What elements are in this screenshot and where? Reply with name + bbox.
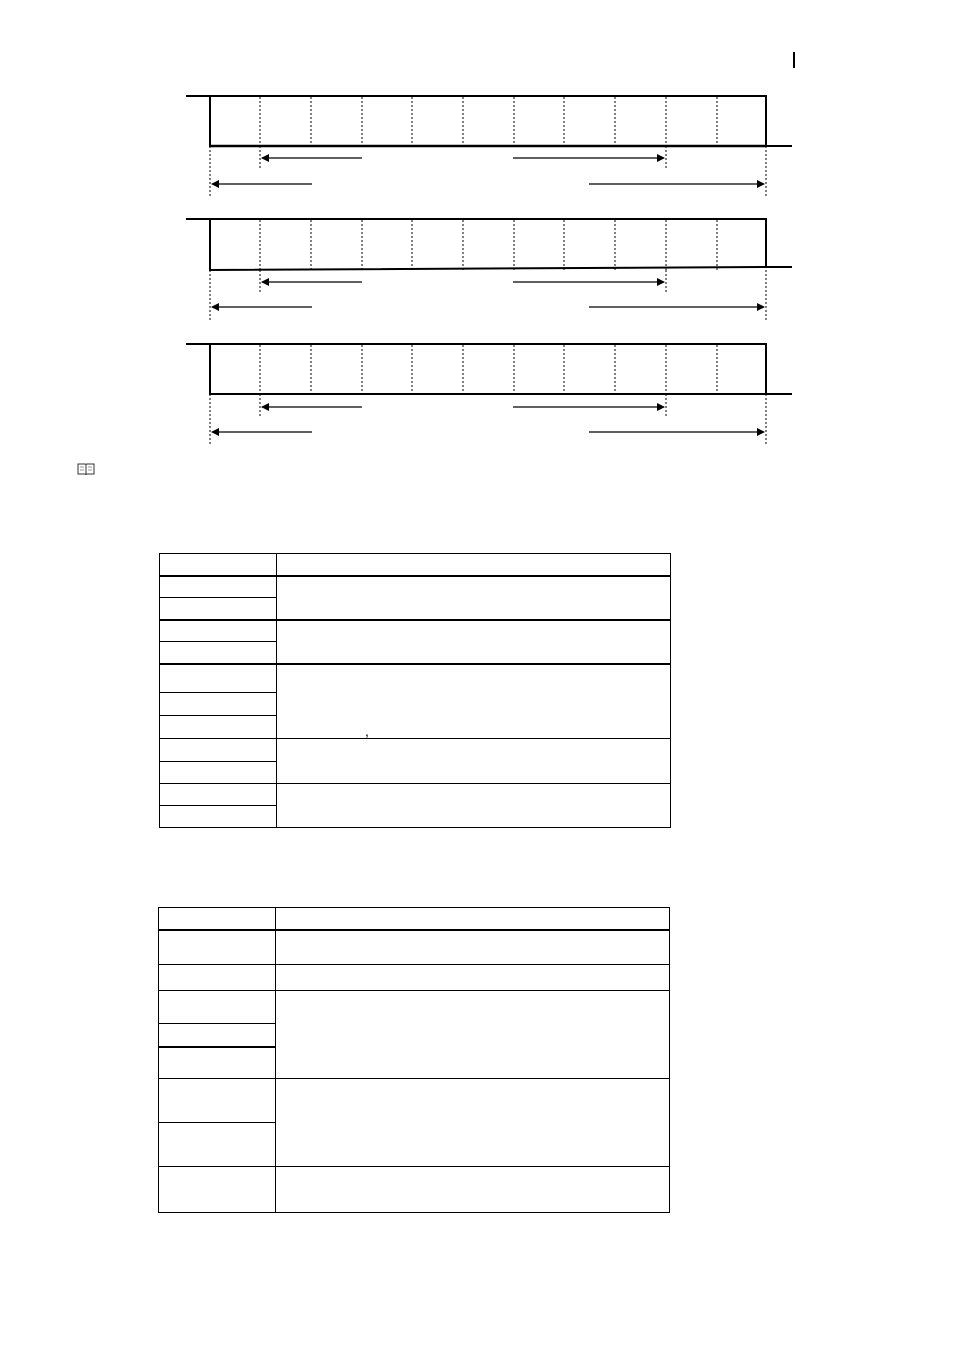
table-cell [160, 620, 277, 642]
table-cell [159, 1167, 276, 1213]
table-cell [276, 1167, 670, 1213]
table-row [160, 664, 671, 693]
parameter-table-1 [159, 553, 671, 828]
table-cell [159, 1047, 276, 1079]
book-icon [77, 462, 95, 476]
table-cell [160, 664, 277, 693]
table-cell [276, 908, 670, 930]
parameter-table-2 [158, 907, 670, 1213]
table-cell [159, 991, 276, 1024]
table-row [159, 1167, 670, 1213]
comma-mark: , [365, 723, 369, 739]
table-cell [160, 642, 277, 664]
table-cell [277, 664, 671, 739]
table-cell [160, 739, 277, 762]
table-cell [160, 806, 277, 828]
table-row [160, 576, 671, 598]
frame-diagram-2 [186, 219, 792, 320]
table-row [159, 1079, 670, 1123]
table-cell [159, 965, 276, 991]
table-cell [160, 576, 277, 598]
table-cell [160, 554, 277, 576]
table-row [160, 784, 671, 806]
table-cell [276, 991, 670, 1079]
table-row [160, 620, 671, 642]
table-cell [277, 784, 671, 828]
table-cell [277, 576, 671, 620]
table-row [160, 739, 671, 762]
table-cell [159, 1024, 276, 1047]
table-cell [160, 762, 277, 784]
table-cell [160, 693, 277, 716]
table-cell [159, 1079, 276, 1123]
table-cell [159, 908, 276, 930]
table-header-row [160, 554, 671, 576]
frame-diagram-1 [186, 96, 792, 196]
table-cell [277, 620, 671, 664]
table-cell [277, 554, 671, 576]
table-header-row [159, 908, 670, 930]
table-cell [159, 1123, 276, 1167]
frame-diagram-3 [186, 344, 792, 444]
table-cell [159, 930, 276, 965]
table-row [159, 930, 670, 965]
table-cell [276, 1079, 670, 1167]
table-cell [276, 930, 670, 965]
table-cell [160, 716, 277, 739]
frame-timing-diagrams [0, 0, 954, 460]
table-row [159, 991, 670, 1024]
table-cell [277, 739, 671, 784]
table-cell [276, 965, 670, 991]
table-cell [160, 598, 277, 620]
table-cell [160, 784, 277, 806]
table-row [159, 965, 670, 991]
